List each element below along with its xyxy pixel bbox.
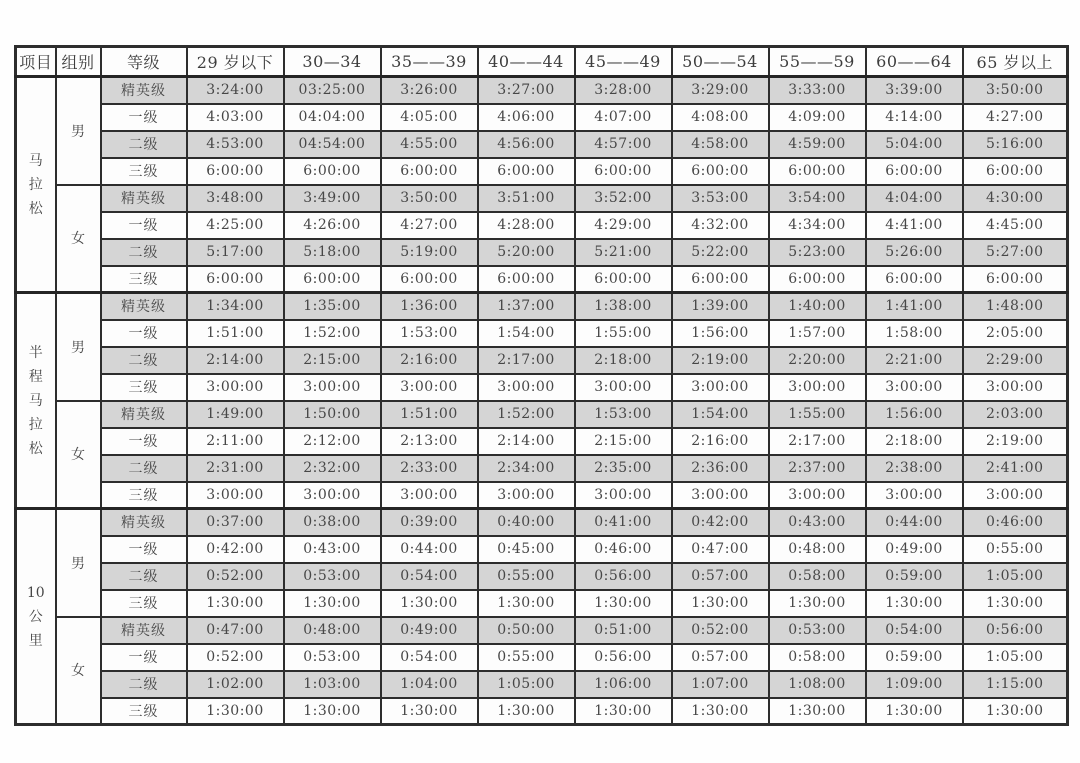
time-cell: 3:00:00 xyxy=(866,374,963,401)
level-label: 二级 xyxy=(101,671,187,698)
time-cell: 3:00:00 xyxy=(866,482,963,509)
time-cell: 0:59:00 xyxy=(866,644,963,671)
level-label: 一级 xyxy=(101,428,187,455)
time-cell: 2:12:00 xyxy=(284,428,381,455)
time-cell: 4:29:00 xyxy=(575,212,672,239)
level-label: 一级 xyxy=(101,644,187,671)
time-cell: 2:17:00 xyxy=(478,347,575,374)
time-cell: 4:09:00 xyxy=(769,104,866,131)
time-cell: 0:41:00 xyxy=(575,509,672,536)
time-cell: 2:15:00 xyxy=(575,428,672,455)
time-cell: 1:55:00 xyxy=(769,401,866,428)
time-cell: 0:46:00 xyxy=(963,509,1068,536)
table-row xyxy=(16,617,1068,644)
time-cell: 1:30:00 xyxy=(284,590,381,617)
group-label: 女 xyxy=(56,185,101,293)
time-cell: 2:05:00 xyxy=(963,320,1068,347)
time-cell: 6:00:00 xyxy=(963,158,1068,185)
time-cell: 0:53:00 xyxy=(284,644,381,671)
column-header-6: 40——44 xyxy=(478,47,575,77)
time-cell: 3:28:00 xyxy=(575,77,672,104)
time-cell: 4:05:00 xyxy=(381,104,478,131)
time-cell: 0:50:00 xyxy=(478,617,575,644)
time-cell: 6:00:00 xyxy=(478,266,575,293)
level-label: 精英级 xyxy=(101,509,187,536)
column-header-2: 等级 xyxy=(101,47,187,77)
table-row xyxy=(16,185,1068,212)
time-cell: 0:57:00 xyxy=(672,644,769,671)
time-cell: 1:51:00 xyxy=(187,320,284,347)
time-cell: 2:18:00 xyxy=(575,347,672,374)
time-cell: 4:27:00 xyxy=(963,104,1068,131)
time-cell: 1:34:00 xyxy=(187,293,284,320)
time-cell: 0:54:00 xyxy=(381,563,478,590)
level-label: 一级 xyxy=(101,212,187,239)
time-cell: 0:54:00 xyxy=(381,644,478,671)
time-cell: 3:00:00 xyxy=(381,482,478,509)
time-cell: 0:48:00 xyxy=(769,536,866,563)
level-label: 三级 xyxy=(101,698,187,725)
time-cell: 6:00:00 xyxy=(672,266,769,293)
time-cell: 0:52:00 xyxy=(187,644,284,671)
time-cell: 0:39:00 xyxy=(381,509,478,536)
time-cell: 6:00:00 xyxy=(769,266,866,293)
time-cell: 3:49:00 xyxy=(284,185,381,212)
column-header-3: 29 岁以下 xyxy=(187,47,284,77)
level-label: 三级 xyxy=(101,158,187,185)
level-label: 二级 xyxy=(101,131,187,158)
time-cell: 0:37:00 xyxy=(187,509,284,536)
time-cell: 1:49:00 xyxy=(187,401,284,428)
table-row xyxy=(16,212,1068,239)
column-header-7: 45——49 xyxy=(575,47,672,77)
time-cell: 1:30:00 xyxy=(187,698,284,725)
time-cell: 0:44:00 xyxy=(381,536,478,563)
level-label: 二级 xyxy=(101,239,187,266)
group-label: 女 xyxy=(56,617,101,725)
time-cell: 5:18:00 xyxy=(284,239,381,266)
level-label: 一级 xyxy=(101,104,187,131)
time-cell: 1:35:00 xyxy=(284,293,381,320)
time-cell: 2:29:00 xyxy=(963,347,1068,374)
table-row xyxy=(16,536,1068,563)
time-cell: 4:07:00 xyxy=(575,104,672,131)
time-cell: 4:57:00 xyxy=(575,131,672,158)
time-cell: 6:00:00 xyxy=(381,158,478,185)
level-label: 二级 xyxy=(101,563,187,590)
time-cell: 3:00:00 xyxy=(575,482,672,509)
level-label: 三级 xyxy=(101,266,187,293)
time-cell: 1:15:00 xyxy=(963,671,1068,698)
time-cell: 3:53:00 xyxy=(672,185,769,212)
time-cell: 4:55:00 xyxy=(381,131,478,158)
time-cell: 3:48:00 xyxy=(187,185,284,212)
time-cell: 4:34:00 xyxy=(769,212,866,239)
time-cell: 0:54:00 xyxy=(866,617,963,644)
time-cell: 1:30:00 xyxy=(672,590,769,617)
time-cell: 1:51:00 xyxy=(381,401,478,428)
time-cell: 4:56:00 xyxy=(478,131,575,158)
time-cell: 1:55:00 xyxy=(575,320,672,347)
time-cell: 1:05:00 xyxy=(963,644,1068,671)
table-row xyxy=(16,482,1068,509)
group-label: 男 xyxy=(56,509,101,617)
table-row xyxy=(16,401,1068,428)
time-cell: 6:00:00 xyxy=(963,266,1068,293)
time-cell: 4:59:00 xyxy=(769,131,866,158)
time-cell: 5:27:00 xyxy=(963,239,1068,266)
time-cell: 2:14:00 xyxy=(187,347,284,374)
time-cell: 2:32:00 xyxy=(284,455,381,482)
time-cell: 0:45:00 xyxy=(478,536,575,563)
time-cell: 1:08:00 xyxy=(769,671,866,698)
time-cell: 1:39:00 xyxy=(672,293,769,320)
time-cell: 4:03:00 xyxy=(187,104,284,131)
time-cell: 1:52:00 xyxy=(284,320,381,347)
time-cell: 2:35:00 xyxy=(575,455,672,482)
time-cell: 4:14:00 xyxy=(866,104,963,131)
level-label: 三级 xyxy=(101,374,187,401)
time-cell: 0:58:00 xyxy=(769,563,866,590)
time-cell: 0:47:00 xyxy=(672,536,769,563)
time-cell: 1:07:00 xyxy=(672,671,769,698)
time-cell: 0:56:00 xyxy=(575,644,672,671)
level-label: 精英级 xyxy=(101,293,187,320)
time-cell: 2:18:00 xyxy=(866,428,963,455)
time-cell: 1:05:00 xyxy=(478,671,575,698)
column-header-5: 35——39 xyxy=(381,47,478,77)
time-cell: 3:00:00 xyxy=(187,374,284,401)
time-cell: 0:38:00 xyxy=(284,509,381,536)
time-cell: 1:41:00 xyxy=(866,293,963,320)
time-cell: 0:43:00 xyxy=(284,536,381,563)
time-cell: 3:51:00 xyxy=(478,185,575,212)
time-cell: 0:59:00 xyxy=(866,563,963,590)
time-cell: 1:30:00 xyxy=(381,590,478,617)
time-cell: 0:53:00 xyxy=(284,563,381,590)
time-cell: 3:00:00 xyxy=(575,374,672,401)
table-header-row xyxy=(16,47,1068,77)
time-cell: 1:30:00 xyxy=(963,590,1068,617)
level-label: 一级 xyxy=(101,320,187,347)
time-cell: 0:56:00 xyxy=(575,563,672,590)
time-cell: 0:51:00 xyxy=(575,617,672,644)
time-cell: 1:50:00 xyxy=(284,401,381,428)
time-cell: 3:39:00 xyxy=(866,77,963,104)
table-row xyxy=(16,374,1068,401)
table-row xyxy=(16,320,1068,347)
level-label: 二级 xyxy=(101,347,187,374)
time-cell: 3:50:00 xyxy=(963,77,1068,104)
time-cell: 2:36:00 xyxy=(672,455,769,482)
level-label: 精英级 xyxy=(101,185,187,212)
time-cell: 3:33:00 xyxy=(769,77,866,104)
time-cell: 1:57:00 xyxy=(769,320,866,347)
time-cell: 0:48:00 xyxy=(284,617,381,644)
time-cell: 4:25:00 xyxy=(187,212,284,239)
level-label: 三级 xyxy=(101,590,187,617)
time-cell: 4:32:00 xyxy=(672,212,769,239)
time-cell: 0:44:00 xyxy=(866,509,963,536)
time-cell: 2:19:00 xyxy=(672,347,769,374)
time-cell: 4:26:00 xyxy=(284,212,381,239)
time-cell: 1:54:00 xyxy=(672,401,769,428)
time-cell: 3:29:00 xyxy=(672,77,769,104)
time-cell: 3:54:00 xyxy=(769,185,866,212)
time-cell: 4:30:00 xyxy=(963,185,1068,212)
time-cell: 6:00:00 xyxy=(672,158,769,185)
time-cell: 1:30:00 xyxy=(866,590,963,617)
time-cell: 2:11:00 xyxy=(187,428,284,455)
time-cell: 2:19:00 xyxy=(963,428,1068,455)
time-cell: 3:00:00 xyxy=(284,374,381,401)
time-cell: 0:52:00 xyxy=(187,563,284,590)
event-label: 半 程 马 拉 松 xyxy=(16,293,56,509)
table-row xyxy=(16,455,1068,482)
table-row xyxy=(16,266,1068,293)
time-cell: 6:00:00 xyxy=(575,266,672,293)
time-cell: 2:16:00 xyxy=(381,347,478,374)
table-row xyxy=(16,77,1068,104)
time-cell: 04:04:00 xyxy=(284,104,381,131)
time-cell: 1:40:00 xyxy=(769,293,866,320)
time-cell: 1:03:00 xyxy=(284,671,381,698)
time-cell: 0:53:00 xyxy=(769,617,866,644)
time-cell: 2:15:00 xyxy=(284,347,381,374)
column-header-1: 组别 xyxy=(56,47,101,77)
column-header-11: 65 岁以上 xyxy=(963,47,1068,77)
time-cell: 1:09:00 xyxy=(866,671,963,698)
time-cell: 1:30:00 xyxy=(672,698,769,725)
column-header-8: 50——54 xyxy=(672,47,769,77)
time-cell: 4:58:00 xyxy=(672,131,769,158)
time-cell: 3:00:00 xyxy=(284,482,381,509)
group-label: 男 xyxy=(56,293,101,401)
time-cell: 1:54:00 xyxy=(478,320,575,347)
time-cell: 1:56:00 xyxy=(672,320,769,347)
time-cell: 3:00:00 xyxy=(478,374,575,401)
time-cell: 1:30:00 xyxy=(575,590,672,617)
table-row xyxy=(16,428,1068,455)
time-cell: 5:23:00 xyxy=(769,239,866,266)
table-row xyxy=(16,698,1068,725)
table-row xyxy=(16,347,1068,374)
table-row xyxy=(16,563,1068,590)
event-label: 马 拉 松 xyxy=(16,77,56,293)
column-header-10: 60——64 xyxy=(866,47,963,77)
time-cell: 1:04:00 xyxy=(381,671,478,698)
time-cell: 3:00:00 xyxy=(381,374,478,401)
time-cell: 1:53:00 xyxy=(575,401,672,428)
time-cell: 4:45:00 xyxy=(963,212,1068,239)
time-cell: 6:00:00 xyxy=(575,158,672,185)
time-cell: 2:21:00 xyxy=(866,347,963,374)
time-cell: 1:30:00 xyxy=(769,698,866,725)
time-cell: 4:08:00 xyxy=(672,104,769,131)
time-cell: 1:02:00 xyxy=(187,671,284,698)
time-cell: 0:42:00 xyxy=(672,509,769,536)
time-cell: 1:30:00 xyxy=(963,698,1068,725)
level-label: 精英级 xyxy=(101,617,187,644)
time-cell: 6:00:00 xyxy=(866,158,963,185)
time-cell: 4:41:00 xyxy=(866,212,963,239)
time-cell: 0:49:00 xyxy=(866,536,963,563)
time-cell: 6:00:00 xyxy=(284,158,381,185)
time-cell: 2:38:00 xyxy=(866,455,963,482)
time-cell: 5:17:00 xyxy=(187,239,284,266)
time-cell: 5:21:00 xyxy=(575,239,672,266)
time-cell: 0:46:00 xyxy=(575,536,672,563)
time-cell: 4:04:00 xyxy=(866,185,963,212)
time-cell: 1:30:00 xyxy=(284,698,381,725)
time-cell: 5:16:00 xyxy=(963,131,1068,158)
time-cell: 1:36:00 xyxy=(381,293,478,320)
time-cell: 2:37:00 xyxy=(769,455,866,482)
time-cell: 1:56:00 xyxy=(866,401,963,428)
time-cell: 2:03:00 xyxy=(963,401,1068,428)
table-row xyxy=(16,158,1068,185)
time-cell: 3:00:00 xyxy=(187,482,284,509)
time-cell: 1:30:00 xyxy=(478,698,575,725)
time-cell: 2:16:00 xyxy=(672,428,769,455)
table-row xyxy=(16,509,1068,536)
time-cell: 1:30:00 xyxy=(381,698,478,725)
time-cell: 3:50:00 xyxy=(381,185,478,212)
time-cell: 1:05:00 xyxy=(963,563,1068,590)
table-row xyxy=(16,644,1068,671)
time-cell: 0:55:00 xyxy=(963,536,1068,563)
time-cell: 2:14:00 xyxy=(478,428,575,455)
time-cell: 1:30:00 xyxy=(187,590,284,617)
level-label: 一级 xyxy=(101,536,187,563)
time-cell: 5:26:00 xyxy=(866,239,963,266)
table-row xyxy=(16,590,1068,617)
time-cell: 6:00:00 xyxy=(187,266,284,293)
event-label: 10 公 里 xyxy=(16,509,56,725)
level-label: 三级 xyxy=(101,482,187,509)
time-cell: 1:06:00 xyxy=(575,671,672,698)
time-cell: 4:27:00 xyxy=(381,212,478,239)
time-cell: 2:20:00 xyxy=(769,347,866,374)
column-header-4: 30—34 xyxy=(284,47,381,77)
time-cell: 0:58:00 xyxy=(769,644,866,671)
time-cell: 1:38:00 xyxy=(575,293,672,320)
level-label: 精英级 xyxy=(101,401,187,428)
time-cell: 03:25:00 xyxy=(284,77,381,104)
time-cell: 3:00:00 xyxy=(478,482,575,509)
time-cell: 2:34:00 xyxy=(478,455,575,482)
time-cell: 2:13:00 xyxy=(381,428,478,455)
time-cell: 3:52:00 xyxy=(575,185,672,212)
table-row xyxy=(16,671,1068,698)
time-cell: 5:04:00 xyxy=(866,131,963,158)
time-cell: 3:00:00 xyxy=(963,482,1068,509)
time-cell: 3:00:00 xyxy=(963,374,1068,401)
time-cell: 6:00:00 xyxy=(478,158,575,185)
time-cell: 0:57:00 xyxy=(672,563,769,590)
time-cell: 3:00:00 xyxy=(672,374,769,401)
time-cell: 6:00:00 xyxy=(866,266,963,293)
time-cell: 1:48:00 xyxy=(963,293,1068,320)
time-cell: 1:30:00 xyxy=(769,590,866,617)
time-cell: 04:54:00 xyxy=(284,131,381,158)
time-cell: 3:24:00 xyxy=(187,77,284,104)
time-cell: 5:19:00 xyxy=(381,239,478,266)
column-header-0: 项目 xyxy=(16,47,56,77)
table-row xyxy=(16,131,1068,158)
time-cell: 0:52:00 xyxy=(672,617,769,644)
time-cell: 4:53:00 xyxy=(187,131,284,158)
time-cell: 0:55:00 xyxy=(478,644,575,671)
time-cell: 2:41:00 xyxy=(963,455,1068,482)
group-label: 男 xyxy=(56,77,101,185)
grading-standards-table xyxy=(14,45,1069,726)
time-cell: 5:22:00 xyxy=(672,239,769,266)
time-cell: 2:31:00 xyxy=(187,455,284,482)
time-cell: 1:30:00 xyxy=(575,698,672,725)
column-header-9: 55——59 xyxy=(769,47,866,77)
time-cell: 0:42:00 xyxy=(187,536,284,563)
time-cell: 1:52:00 xyxy=(478,401,575,428)
time-cell: 0:40:00 xyxy=(478,509,575,536)
time-cell: 0:47:00 xyxy=(187,617,284,644)
time-cell: 1:30:00 xyxy=(866,698,963,725)
time-cell: 0:43:00 xyxy=(769,509,866,536)
level-label: 二级 xyxy=(101,455,187,482)
time-cell: 1:58:00 xyxy=(866,320,963,347)
time-cell: 3:26:00 xyxy=(381,77,478,104)
table-row xyxy=(16,239,1068,266)
time-cell: 0:55:00 xyxy=(478,563,575,590)
time-cell: 6:00:00 xyxy=(187,158,284,185)
time-cell: 6:00:00 xyxy=(284,266,381,293)
group-label: 女 xyxy=(56,401,101,509)
time-cell: 0:56:00 xyxy=(963,617,1068,644)
table-row xyxy=(16,293,1068,320)
time-cell: 3:27:00 xyxy=(478,77,575,104)
time-cell: 5:20:00 xyxy=(478,239,575,266)
time-cell: 2:33:00 xyxy=(381,455,478,482)
time-cell: 0:49:00 xyxy=(381,617,478,644)
time-cell: 4:06:00 xyxy=(478,104,575,131)
time-cell: 3:00:00 xyxy=(672,482,769,509)
time-cell: 3:00:00 xyxy=(769,482,866,509)
level-label: 精英级 xyxy=(101,77,187,104)
time-cell: 3:00:00 xyxy=(769,374,866,401)
time-cell: 6:00:00 xyxy=(769,158,866,185)
table-row xyxy=(16,104,1068,131)
time-cell: 4:28:00 xyxy=(478,212,575,239)
time-cell: 1:30:00 xyxy=(478,590,575,617)
time-cell: 1:53:00 xyxy=(381,320,478,347)
time-cell: 2:17:00 xyxy=(769,428,866,455)
time-cell: 6:00:00 xyxy=(381,266,478,293)
time-cell: 1:37:00 xyxy=(478,293,575,320)
